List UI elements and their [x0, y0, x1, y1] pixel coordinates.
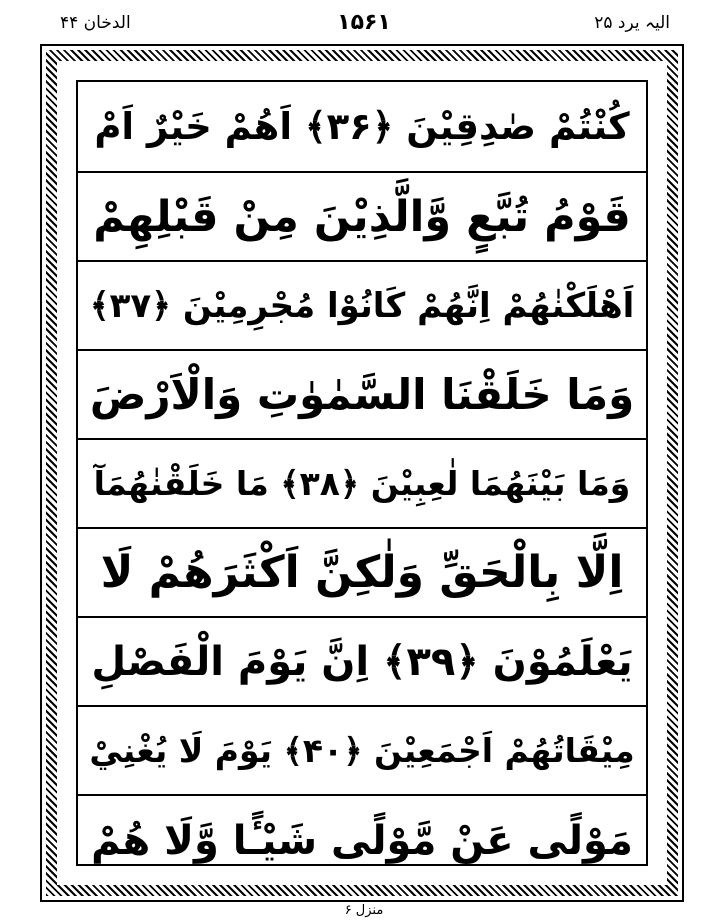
- text-panel: [76, 80, 648, 866]
- text-line: مَوْلًى عَنْ مَّوْلًى شَيْـًٔا وَّلَا هُمْ: [78, 794, 646, 886]
- page-header: [0, 8, 728, 38]
- page-number: ۱۵۶۱: [337, 10, 391, 35]
- juz-name: الیہ یرد ۲۵: [594, 13, 670, 33]
- page-frame: [40, 44, 684, 902]
- text-line: كُنْتُمْ صٰدِقِيْنَ ﴿۳۶﴾ اَهُمْ خَيْرٌ اَمْ: [94, 105, 630, 148]
- surah-name: الدخان ۴۴: [60, 13, 131, 33]
- text-line: اَهْلَكْنٰهُمْ اِنَّهُمْ كَانُوْا مُجْرِمِيْنَ ﴿۳۷﴾: [78, 260, 646, 349]
- text-line: اِلَّا بِالْحَقِّ وَلٰكِنَّ اَكْثَرَهُمْ لَا: [78, 527, 646, 616]
- decorative-border: [46, 50, 678, 896]
- text-line: قَوْمُ تُبَّعٍ وَّالَّذِيْنَ مِنْ قَبْلِهِمْ: [78, 171, 646, 260]
- text-line: وَمَا خَلَقْنَا السَّمٰوٰتِ وَالْاَرْضَ: [78, 349, 646, 438]
- manzil-label: منزل ۶: [344, 903, 384, 918]
- text-line: وَمَا بَيْنَهُمَا لٰعِبِيْنَ ﴿۳۸﴾ مَا خَلَقْنٰهُمَآ: [78, 438, 646, 527]
- text-line: مِيْقَاتُهُمْ اَجْمَعِيْنَ ﴿۴۰﴾ يَوْمَ لَا يُغْنِيْ: [78, 705, 646, 794]
- text-line: يَعْلَمُوْنَ ﴿۳۹﴾ اِنَّ يَوْمَ الْفَصْلِ: [78, 616, 646, 705]
